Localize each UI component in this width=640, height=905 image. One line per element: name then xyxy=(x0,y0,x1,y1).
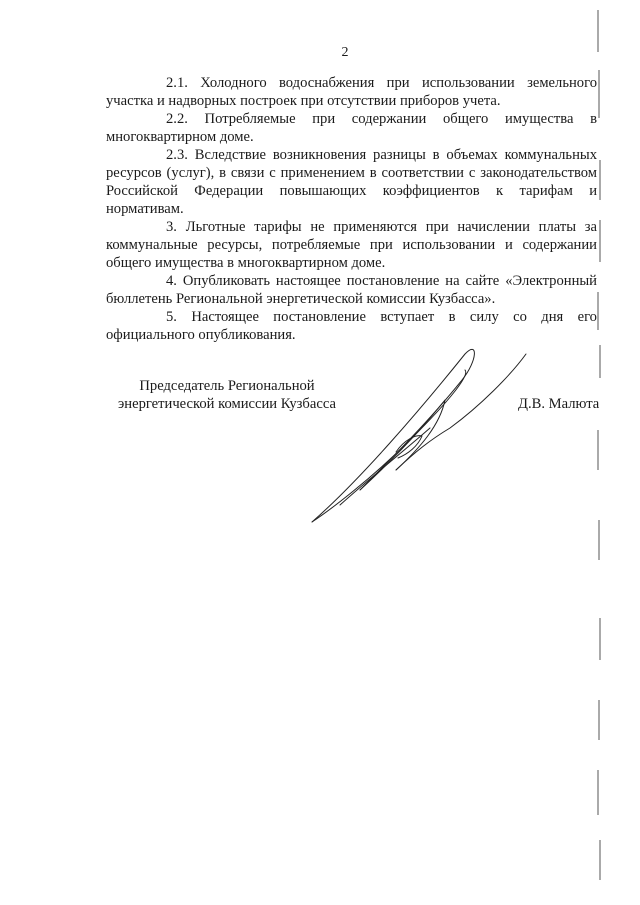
paragraph-text: Настоящее постановление вступает в силу со дня его официального опубликования. xyxy=(106,309,597,343)
signer-name: Д.В. Малюта xyxy=(518,396,600,412)
paragraph-text: Холодного водоснабжения при использовании земельного участка и надворных построек при отсутствии приборов учета. xyxy=(106,75,597,109)
item-number: 3. xyxy=(166,219,177,235)
item-number: 5. xyxy=(166,309,177,325)
item-number: 2.3. xyxy=(166,147,188,163)
item-number: 2.2. xyxy=(166,111,188,127)
signer-title-line-1: Председатель Региональной xyxy=(139,378,315,394)
signer-title-line-2: энергетической комиссии Кузбасса xyxy=(118,396,336,412)
item-number: 2.1. xyxy=(166,75,188,91)
paragraph-text: Опубликовать настоящее постановление на сайте «Электронный бюллетень Региональной энергетической комиссии Кузбасса». xyxy=(106,273,597,307)
paragraph-text: Вследствие возникновения разницы в объемах коммунальных ресурсов (услуг), в связи с применением в соответствии с законодательством Российской Федерации повышающих коэффициентов к тарифам и нормативам. xyxy=(106,147,597,217)
page-number: 2 xyxy=(341,45,349,60)
item-number: 4. xyxy=(166,273,177,289)
paragraph-text: Льготные тарифы не применяются при начислении платы за коммунальные ресурсы, потребляемые при использовании и содержании общего имущества в многоквартирном доме. xyxy=(106,219,597,271)
paragraph-text: Потребляемые при содержании общего имущества в многоквартирном доме. xyxy=(106,111,597,145)
